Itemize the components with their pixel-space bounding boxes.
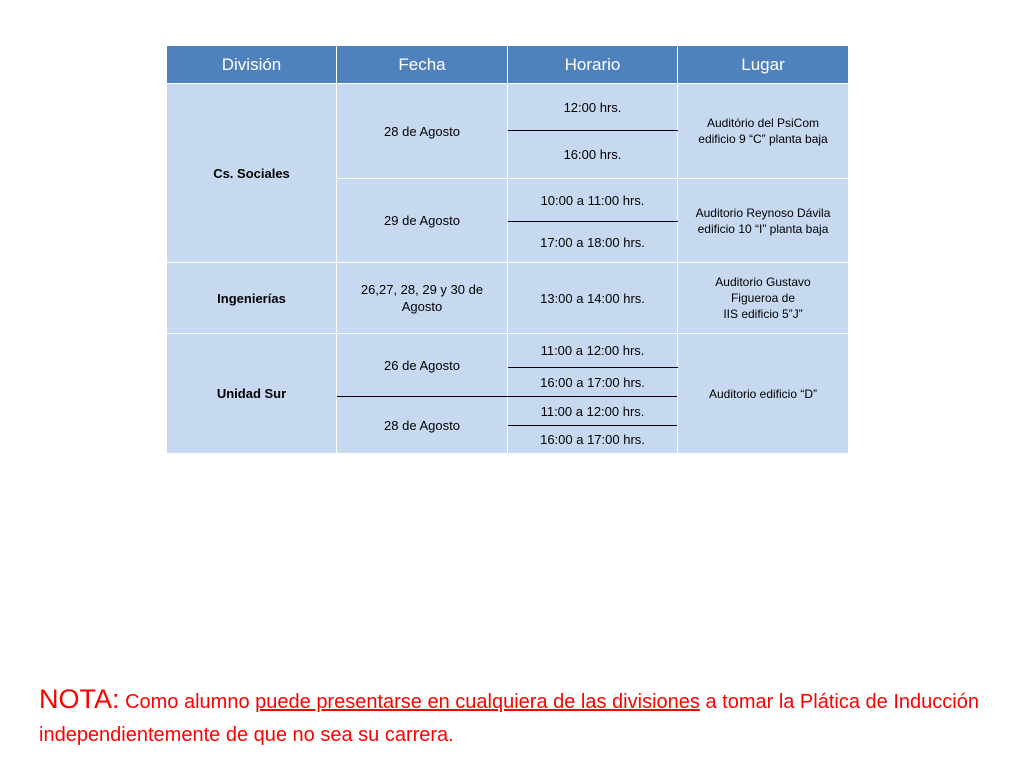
fecha-cell: 29 de Agosto: [337, 179, 508, 263]
lugar-line: edificio 9 “C” planta baja: [698, 132, 828, 146]
horario-cell: 11:00 a 12:00 hrs.: [508, 397, 678, 426]
lugar-line: IIS edificio 5”J”: [723, 307, 803, 321]
horario-cell: 13:00 a 14:00 hrs.: [508, 263, 678, 334]
nota-text-underlined: puede presentarse en cualquiera de las divisiones: [255, 691, 700, 713]
schedule-table: [166, 45, 849, 454]
nota-label: NOTA:: [39, 684, 120, 714]
lugar-cell: [678, 84, 849, 179]
lugar-line: Auditório del PsiCom: [706, 116, 820, 130]
header-division: División: [167, 46, 337, 84]
table-header-row: [167, 46, 849, 84]
nota-text-after: a tomar la Plática de Inducción independientemente de que no sea su carrera.: [39, 691, 979, 746]
division-ingenierias: Ingenierías: [167, 263, 337, 334]
division-unidad-sur: Unidad Sur: [167, 334, 337, 454]
division-cs-sociales: Cs. Sociales: [167, 84, 337, 263]
table-row: [167, 263, 849, 334]
header-lugar: Lugar: [678, 46, 849, 84]
horario-cell: 16:00 a 17:00 hrs.: [508, 368, 678, 397]
fecha-cell: 28 de Agosto: [337, 84, 508, 179]
horario-cell: 11:00 a 12:00 hrs.: [508, 334, 678, 368]
horario-cell: 17:00 a 18:00 hrs.: [508, 222, 678, 263]
lugar-line: Auditorio Reynoso Dávila: [695, 205, 831, 220]
header-fecha: Fecha: [337, 46, 508, 84]
lugar-cell: [678, 263, 849, 334]
fecha-cell: 26,27, 28, 29 y 30 de Agosto: [337, 263, 508, 334]
lugar-cell: [678, 179, 849, 263]
fecha-cell: 26 de Agosto: [337, 334, 508, 397]
table-row: [167, 84, 849, 131]
horario-cell: 12:00 hrs.: [508, 84, 678, 131]
lugar-line: Auditorio Gustavo: [715, 275, 811, 289]
horario-cell: 16:00 hrs.: [508, 131, 678, 179]
lugar-line: Figueroa de: [730, 291, 796, 305]
header-horario: Horario: [508, 46, 678, 84]
lugar-cell: Auditorio edificio “D”: [678, 334, 849, 454]
fecha-cell: 28 de Agosto: [337, 397, 508, 454]
nota-text-before: Como alumno: [125, 691, 250, 713]
lugar-line: edificio 10 “I” planta baja: [697, 221, 829, 236]
horario-cell: 10:00 a 11:00 hrs.: [508, 179, 678, 222]
table-row: [167, 334, 849, 368]
horario-cell: 16:00 a 17:00 hrs.: [508, 426, 678, 454]
nota-paragraph: [39, 683, 1001, 752]
